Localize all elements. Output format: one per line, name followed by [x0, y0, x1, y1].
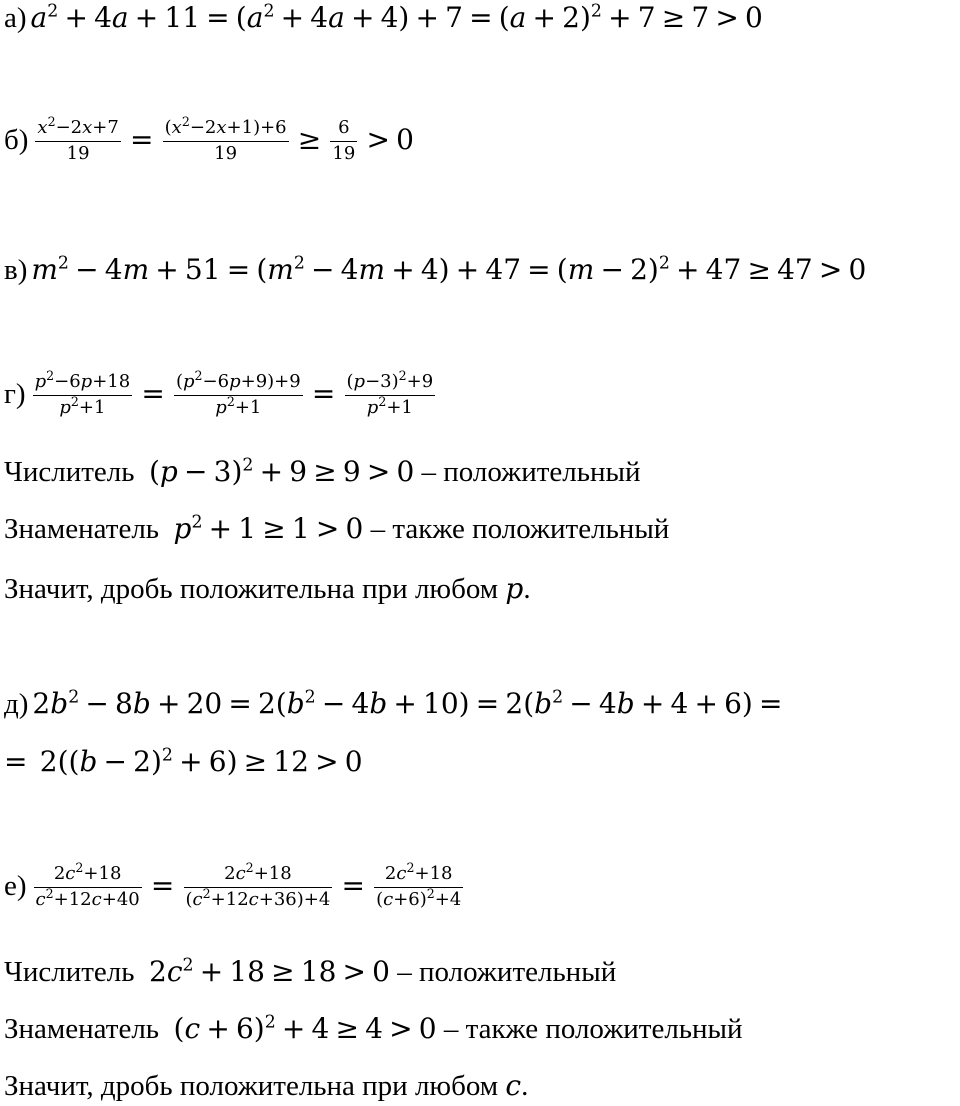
- item-b-label: б): [4, 123, 29, 156]
- item-g-label: г): [4, 377, 26, 410]
- fraction: $\frac{(p^2-6p+9)+9}{p^2+1}$: [175, 368, 301, 418]
- fraction: $\frac{(p-3)^2+9}{p^2+1}$: [346, 368, 434, 418]
- item-e-formula: $\frac{2c^2+18}{c^2+12c+40}$ = $\frac{2c^2+18}{(c^2+12c+36)+4}$ = $\frac{2c^2+18}{(c+6)^2+4}$: [35, 860, 462, 910]
- conclusion-var: p: [505, 572, 524, 605]
- fraction: $\frac{x^2-2x+7}{19}$: [37, 114, 119, 164]
- item-v-label: в): [4, 254, 28, 286]
- item-g-numerator: Числитель $(p - 3)^2 + 9 \ge 9 > 0$ – положительный: [4, 455, 641, 488]
- item-g: [4, 368, 438, 418]
- fraction: $\frac{2c^2+18}{(c^2+12c+36)+4}$: [185, 860, 331, 910]
- item-g-denominator: Знаменатель $p^2 + 1 \ge 1 > 0$ – также положительный: [4, 512, 670, 545]
- also-positive-word: – также положительный: [443, 1013, 743, 1045]
- conclusion-text: Значит, дробь положительна при любом: [4, 573, 499, 605]
- item-d: [4, 687, 789, 720]
- item-g-conclusion: Значит, дробь положительна при любом p.: [4, 572, 531, 605]
- item-b-formula: $\frac{x^2-2x+7}{19}$ = $\frac{(x^2-2x+1)+6}{19}$ ≥ $\frac{6}{19}$ > 0: [37, 114, 414, 164]
- item-g-formula: $\frac{p^2-6p+18}{p^2+1}$ = $\frac{(p^2-6p+9)+9}{p^2+1}$ = $\frac{(p-3)^2+9}{p^2+1}$: [34, 368, 434, 418]
- item-v-formula: $m^2 - 4m + 51 = (m^2 - 4m + 4) + 47 = (m - 2)^2 + 47 \ge 47 > 0$: [31, 253, 867, 286]
- also-positive-word: – также положительный: [370, 513, 670, 545]
- item-a: [4, 1, 763, 34]
- fraction: $\frac{p^2-6p+18}{p^2+1}$: [34, 368, 131, 418]
- denominator-word: Знаменатель: [4, 1013, 160, 1045]
- item-a-formula: $a^2 + 4a + 11 = (a^2 + 4a + 4) + 7 = (a + 2)^2 + 7 \ge 7 > 0$: [30, 1, 763, 34]
- fraction: $\frac{6}{19}$: [332, 117, 356, 164]
- fraction: $\frac{2c^2+18}{(c+6)^2+4}$: [376, 860, 462, 910]
- numerator-word: Числитель: [4, 956, 135, 988]
- conclusion-var: c: [505, 1069, 522, 1102]
- fraction: $\frac{2c^2+18}{c^2+12c+40}$: [35, 860, 140, 910]
- positive-word: – положительный: [421, 456, 641, 488]
- item-e-denominator: Знаменатель $(c + 6)^2 + 4 \ge 4 > 0$ – также положительный: [4, 1012, 743, 1045]
- positive-word: – положительный: [397, 956, 617, 988]
- fraction: $\frac{(x^2-2x+1)+6}{19}$: [164, 114, 287, 164]
- item-d-label: д): [4, 688, 29, 720]
- item-a-label: а): [4, 2, 27, 34]
- numerator-word: Числитель: [4, 456, 135, 488]
- item-d-formula: $2b^2 - 8b + 20 = 2(b^2 - 4b + 10) = 2(b^2 - 4b + 4 + 6)$ =: [32, 687, 783, 720]
- item-e-label: е): [4, 869, 27, 902]
- item-d-formula-cont: = $2((b - 2)^2 + 6) \ge 12 > 0$: [4, 745, 363, 778]
- item-e-conclusion: Значит, дробь положительна при любом c.: [4, 1069, 529, 1102]
- item-v: [4, 253, 867, 286]
- item-e-numerator: Числитель $2c^2 + 18 \ge 18 > 0$ – положительный: [4, 955, 617, 988]
- denominator-word: Знаменатель: [4, 513, 160, 545]
- item-d-cont: [4, 745, 363, 778]
- item-e: [4, 860, 466, 910]
- conclusion-text: Значит, дробь положительна при любом: [4, 1070, 499, 1102]
- item-b: [4, 114, 414, 164]
